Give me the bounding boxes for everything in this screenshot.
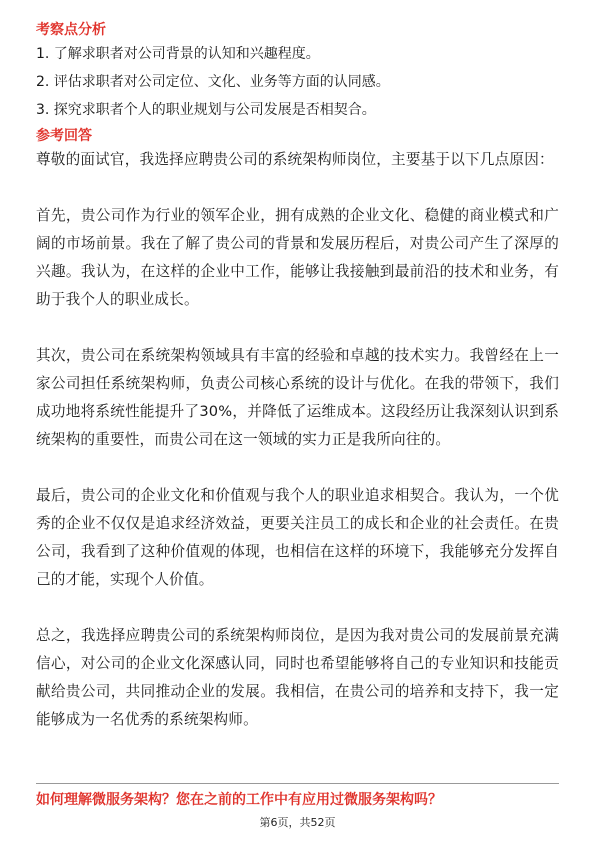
- divider: [36, 783, 559, 784]
- analysis-item: 3. 探究求职者个人的职业规划与公司发展是否相契合。: [36, 102, 376, 118]
- answer-paragraph: 其次，贵公司在系统架构领域具有丰富的经验和卓越的技术实力。我曾经在上一家公司担任系统架构师，负责公司核心系统的设计与优化。在我的带领下，我们成功地将系统性能提升了30%，并降低了运维成本。这段经历让我深刻认识到系统架构的重要性，而贵公司在这一领域的实力正是我所向往的。: [36, 347, 559, 448]
- analysis-heading: 考察点分析: [36, 22, 106, 38]
- analysis-item: 2. 评估求职者对公司定位、文化、业务等方面的认同感。: [36, 74, 390, 90]
- analysis-list: [36, 44, 559, 120]
- answer-paragraph: 首先，贵公司作为行业的领军企业，拥有成熟的企业文化、稳健的商业模式和广阔的市场前景。我在了解了贵公司的背景和发展历程后，对贵公司产生了深厚的兴趣。我认为，在这样的企业中工作，能够让我接触到最前沿的技术和业务，有助于我个人的职业成长。: [36, 207, 559, 308]
- page-content: [36, 20, 559, 734]
- answer-paragraph: 总之，我选择应聘贵公司的系统架构师岗位，是因为我对贵公司的发展前景充满信心，对公司的企业文化深感认同，同时也希望能够将自己的专业知识和技能贡献给贵公司，共同推动企业的发展。我相信，在贵公司的培养和支持下，我一定能够成为一名优秀的系统架构师。: [36, 627, 559, 728]
- answer-heading: 参考回答: [36, 128, 92, 144]
- answer-intro: 尊敬的面试官，我选择应聘贵公司的系统架构师岗位，主要基于以下几点原因：: [36, 151, 554, 168]
- page-number: 第6页，共52页: [259, 816, 336, 829]
- answer-paragraph: 最后，贵公司的企业文化和价值观与我个人的职业追求相契合。我认为，一个优秀的企业不仅仅是追求经济效益，更要关注员工的成长和企业的社会责任。在贵公司，我看到了这种价值观的体现，也相信在这样的环境下，我能够充分发挥自己的才能，实现个人价值。: [36, 487, 559, 588]
- analysis-item: 1. 了解求职者对公司背景的认知和兴趣程度。: [36, 46, 320, 62]
- next-question-heading: 如何理解微服务架构？您在之前的工作中有应用过微服务架构吗？: [36, 792, 442, 808]
